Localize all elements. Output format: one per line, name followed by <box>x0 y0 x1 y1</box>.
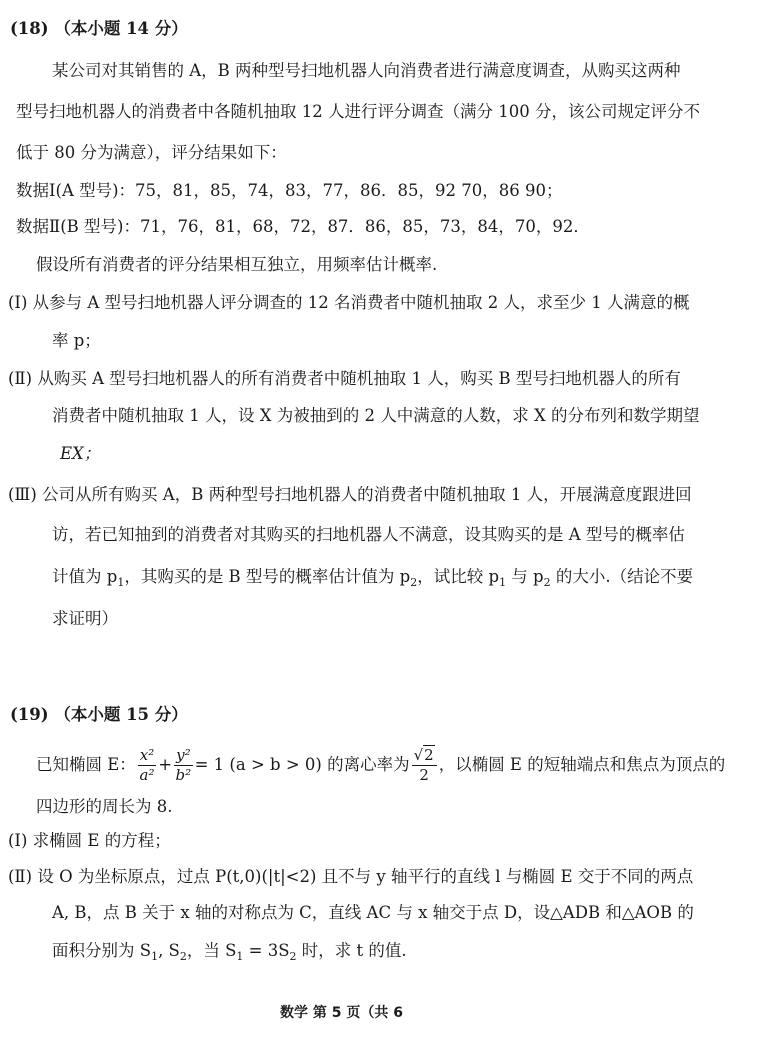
page-footer: 数学 第 5 页（共 6 <box>280 1005 403 1021</box>
q18-part3-text-d: 与 p <box>506 567 544 586</box>
sqrt-sign: √2 <box>413 746 434 764</box>
radicand: 2 <box>424 746 434 764</box>
q18-data-a: 数据Ⅰ(A 型号)：75，81，85，74，83，77，86．85，92 70，86 90； <box>16 181 563 200</box>
q18-part3-text: 公司从所有购买 A，B 两种型号扫地机器人的消费者中随机抽取 1 人，开展满意度跟进回 <box>42 485 692 504</box>
q19-part2-label: (Ⅱ) <box>8 867 33 886</box>
q19-score: （本小题 15 分） <box>54 705 188 724</box>
q18-part1-text: 从参与 A 型号扫地机器人评分调查的 12 名消费者中随机抽取 2 人，求至少 1 人满意的概 <box>32 293 690 312</box>
q19-part2-cont1: A, B，点 B 关于 x 轴的对称点为 C，直线 AC 与 x 轴交于点 D，设△ADB 和△AOB 的 <box>52 903 694 922</box>
q19-intro-line1 <box>36 742 725 788</box>
q18-part1-label: (Ⅰ) <box>8 293 28 312</box>
q19-intro-line2: 四边形的周长为 8. <box>36 797 173 816</box>
q19-part1-label: (Ⅰ) <box>8 831 28 850</box>
q19-part2-text-d: = 3S <box>243 941 290 960</box>
q18-part2 <box>8 368 681 390</box>
plus-sign: + <box>158 755 173 774</box>
q18-score: （本小题 14 分） <box>54 19 188 38</box>
q18-part3-cont2 <box>52 566 693 594</box>
sqrt2-over-2 <box>412 748 437 783</box>
q18-intro-line2: 型号扫地机器人的消费者中各随机抽取 12 人进行评分调查（满分 100 分，该公司规定评分不 <box>16 102 700 121</box>
q18-part3-text-c: ，试比较 p <box>417 567 500 586</box>
sub-s1: 1 <box>151 950 159 963</box>
q19-number: (19) <box>10 705 49 724</box>
q18-part3-cont3: 求证明） <box>52 609 118 628</box>
q18-part1-cont: 率 p； <box>52 331 101 350</box>
x2-over-a2 <box>138 748 156 783</box>
q18-part3-label: (Ⅲ) <box>8 485 37 504</box>
q18-part2-cont1: 消费者中随机抽取 1 人，设 X 为被抽到的 2 人中满意的人数，求 X 的分布列和数学期望 <box>52 406 700 425</box>
q19-part1-text: 求椭圆 E 的方程； <box>32 831 171 850</box>
q18-intro-line1: 某公司对其销售的 A，B 两种型号扫地机器人向消费者进行满意度调查，从购买这两种 <box>52 61 681 80</box>
q19-intro-b: = 1 (a > b > 0) 的离心率为 <box>194 755 410 774</box>
q19-part2-text-e: 时，求 t 的值. <box>296 941 407 960</box>
frac-x2: x² <box>139 746 155 764</box>
q18-data-b: 数据Ⅱ(B 型号)：71，76，81，68，72，87．86，85，73，84，70，92． <box>16 217 590 236</box>
q18-part3-text-e: 的大小.（结论不要 <box>550 567 694 586</box>
frac-y2: y² <box>176 746 191 764</box>
q18-intro-line3: 低于 80 分为满意），评分结果如下： <box>16 143 287 162</box>
q19-part2-text-a: 面积分别为 S <box>52 941 152 960</box>
frac-b2: b² <box>175 766 192 784</box>
q18-sub-p1b: 1 <box>499 576 507 589</box>
q18-part1 <box>8 292 690 314</box>
y2-over-b2 <box>174 748 193 783</box>
q18-part3-cont1: 访，若已知抽到的消费者对其购买的扫地机器人不满意，设其购买的是 A 型号的概率估 <box>52 525 685 544</box>
q19-intro-a: 已知椭圆 E： <box>36 755 136 774</box>
sub-s2: 2 <box>179 950 187 963</box>
q19-part1 <box>8 830 171 852</box>
q19-part2-text-b: , S <box>158 941 180 960</box>
q18-part3 <box>8 484 692 506</box>
frac-sqrt2 <box>412 748 437 766</box>
q18-number: (18) <box>10 19 49 38</box>
q18-sub-p2: 2 <box>410 576 418 589</box>
sub-s2b: 2 <box>289 950 297 963</box>
q18-assumption: 假设所有消费者的评分结果相互独立，用频率估计概率. <box>36 255 438 274</box>
q18-part3-text-a: 计值为 p <box>52 567 118 586</box>
q19-part2-text-c: ，当 S <box>186 941 237 960</box>
sub-s1b: 1 <box>236 950 244 963</box>
q18-part2-text: 从购买 A 型号扫地机器人的所有消费者中随机抽取 1 人，购买 B 型号扫地机器人的所有 <box>37 369 681 388</box>
q18-header <box>10 18 188 40</box>
q18-sub-p2b: 2 <box>543 576 551 589</box>
q19-part2-text: 设 O 为坐标原点，过点 P(t,0)(|t|<2) 且不与 y 轴平行的直线 l 与椭圆 E 交于不同的两点 <box>37 867 694 886</box>
q18-part2-label: (Ⅱ) <box>8 369 33 388</box>
q18-sub-p1: 1 <box>117 576 125 589</box>
q19-header <box>10 704 188 726</box>
q19-part2 <box>8 866 693 888</box>
frac-a2: a² <box>139 766 155 784</box>
q19-intro-c: ，以椭圆 E 的短轴端点和焦点为顶点的 <box>438 755 726 774</box>
q19-part2-cont2 <box>52 940 407 968</box>
q18-part2-cont2: EX； <box>60 444 101 463</box>
q18-part3-text-b: ，其购买的是 B 型号的概率估计值为 p <box>124 567 411 586</box>
frac-2: 2 <box>419 766 429 784</box>
